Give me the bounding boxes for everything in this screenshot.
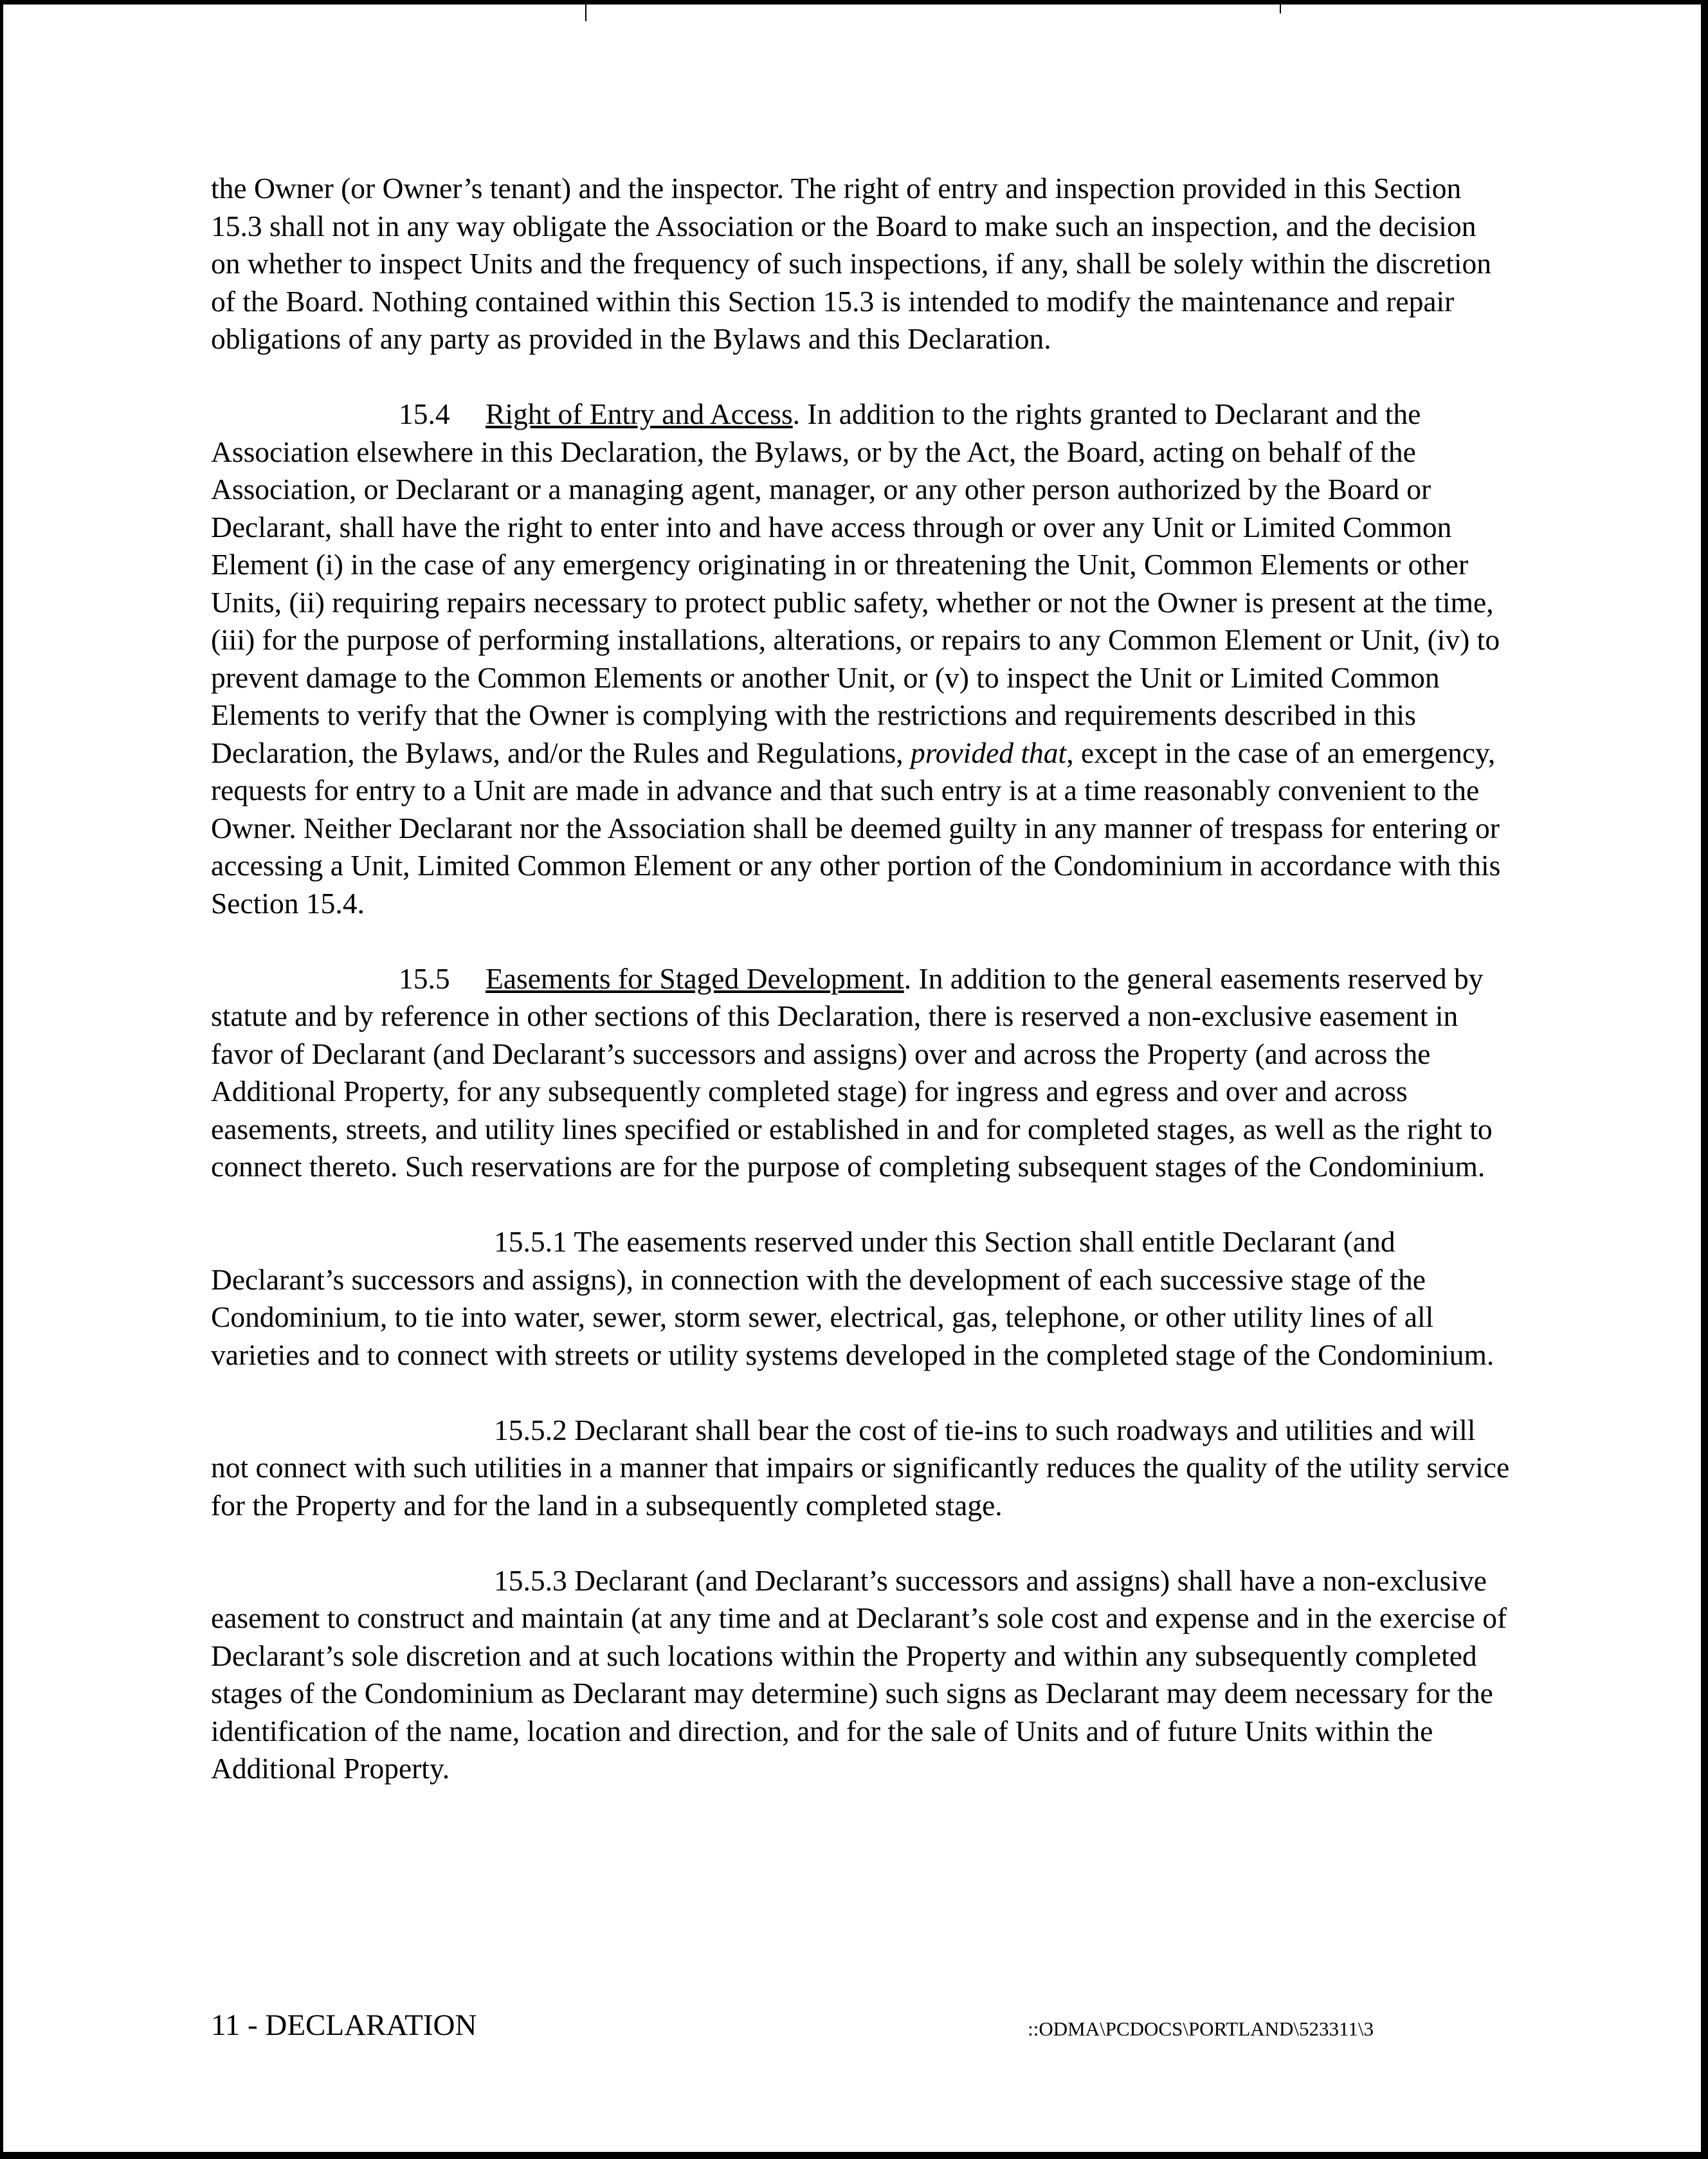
section-heading: Right of Entry and Access (486, 397, 793, 430)
section-15-5-3 (211, 1562, 1510, 1788)
section-text-italic: provided that (910, 736, 1067, 769)
section-number: 15.4 (399, 397, 450, 430)
scan-mark (585, 5, 586, 21)
section-text: . In addition to the rights granted to Declarant and the Association elsewhere in this Declaration, the Bylaws, or by the Act, the Board, acting on behalf of the Association, or Declarant or a managing agent, manager, or any other person authorized by the Board or Declarant, shall have the right to enter into and have access through or over any Unit or Limited Common Element (i) in the case of any emergency originating in or threatening the Unit, Common Elements or other Units, (ii) requiring repairs necessary to protect public safety, whether or not the Owner is present at the time, (iii) for the purpose of performing installations, alterations, or repairs to any Common Element or Unit, (iv) to prevent damage to the Common Elements or another Unit, or (v) to inspect the Unit or Limited Common Elements to verify that the Owner is complying with the restrictions and requirements described in this Declaration, the Bylaws, and/or the Rules and Regulations, (211, 397, 1500, 769)
paragraph-15-3-continuation (211, 170, 1510, 358)
section-number: 15.5 (399, 961, 450, 995)
section-15-5-1 (211, 1223, 1510, 1374)
section-text: Declarant shall bear the cost of tie-ins to such roadways and utilities and will not connect with such utilities in a manner that impairs or significantly reduces the quality of the utility service for the Property and for the land in a subsequently completed stage. (211, 1413, 1510, 1522)
paragraph-text: the Owner (or Owner’s tenant) and the inspector. The right of entry and inspection provided in this Section 15.3 shall not in any way obligate the Association or the Board to make such an inspection, and the decision on whether to inspect Units and the frequency of such inspections, if any, shall be solely within the discretion of the Board. Nothing contained within this Section 15.3 is intended to modify the maintenance and repair obligations of any party as provided in the Bylaws and this Declaration. (211, 172, 1492, 355)
section-text: Declarant (and Declarant’s successors and assigns) shall have a non-exclusive easement to construct and maintain (at any time and at Declarant’s sole cost and expense and in the exercise of Declarant’s sole discretion and at such locations within the Property and within any subsequently completed stages of the Condominium as Declarant may determine) such signs as Declarant may deem necessary for the identification of the name, location and direction, and for the sale of Units and of future Units within the Additional Property. (211, 1563, 1507, 1785)
footer-page-label: 11 - DECLARATION (211, 2009, 477, 2042)
section-15-4 (211, 396, 1510, 922)
section-15-5 (211, 960, 1510, 1186)
section-number: 15.5.1 (494, 1225, 567, 1258)
section-text: . In addition to the general easements reserved by statute and by reference in other sections of this Declaration, there is reserved a non-exclusive easement in favor of Declarant (and Declarant’s successors and assigns) over and across the Property (and across the Additional Property, for any subsequently completed stage) for ingress and egress and over and across easements, streets, and utility lines specified or established in and for completed stages, as well as the right to connect thereto. Such reservations are for the purpose of completing subsequent stages of the Condominium. (211, 961, 1493, 1183)
section-text: The easements reserved under this Section shall entitle Declarant (and Declarant’s successors and assigns), in connection with the development of each successive stage of the Condominium, to tie into water, sewer, storm sewer, electrical, gas, telephone, or other utility lines of all varieties and to connect with streets or utility systems developed in the completed stage of the Condominium. (211, 1225, 1494, 1371)
section-heading: Easements for Staged Development (486, 961, 904, 995)
footer-document-path: ::ODMA\PCDOCS\PORTLAND\523311\3 (1028, 2018, 1374, 2040)
scan-mark (1280, 5, 1281, 14)
section-number: 15.5.3 (494, 1563, 567, 1597)
section-15-5-2 (211, 1412, 1510, 1525)
section-text: , except in the case of an emergency, requests for entry to a Unit are made in advance and that such entry is at a time reasonably convenient to the Owner. Neither Declarant nor the Association shall be deemed guilty in any manner of trespass for entering or accessing a Unit, Limited Common Element or any other portion of the Condominium in accordance with this Section 15.4. (211, 736, 1501, 920)
section-number: 15.5.2 (494, 1413, 567, 1446)
document-body (211, 170, 1510, 1788)
